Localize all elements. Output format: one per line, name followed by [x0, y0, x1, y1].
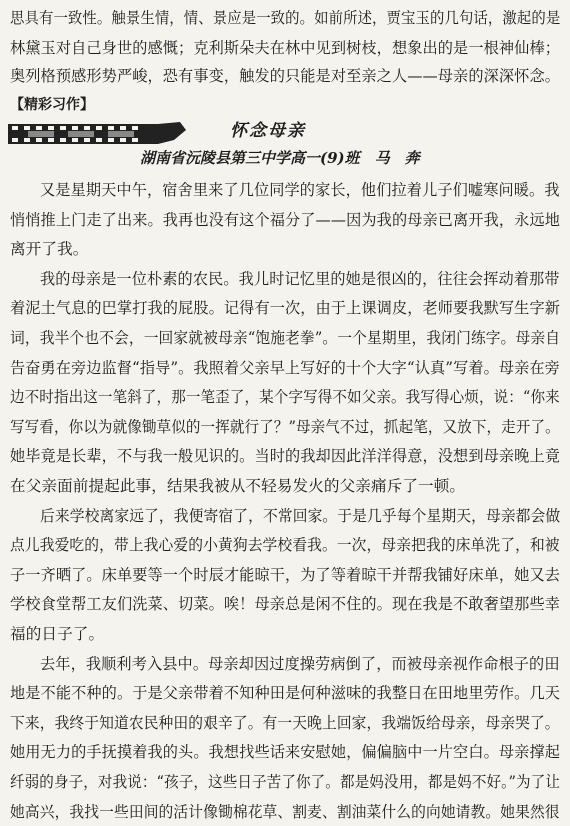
- paragraph-line: 去年，我顺利考入县中。母亲却因过度操劳病倒了，而被母亲视作命根子的田: [40, 655, 560, 673]
- paragraph-line: 地是不能不种的。于是父亲带着不知种田是何种滋味的我整日在田地里劳作。几天: [10, 684, 561, 702]
- paragraph-line: 写写看，你以为就像锄草似的一挥就行了？”母亲气不过，抓起笔，又放下，走开了。: [10, 418, 560, 436]
- section-label: 【精彩习作】: [10, 97, 94, 113]
- intro-line: 思具有一致性。触景生情，情、景应是一致的。如前所述，贾宝玉的几句话，激起的是: [10, 9, 561, 27]
- paragraph-line: 我的母亲是一位朴素的农民。我儿时记忆里的她是很凶的，往往会挥动着那带: [40, 270, 560, 288]
- film-strip-decoration: [8, 118, 188, 148]
- intro-line: 奥列格预感形势严峻，恐有事变，触发的只能是对至亲之人——母亲的深深怀念。: [10, 67, 561, 85]
- paragraph-line: 下来，我终于知道农民种田的艰辛了。有一天晚上回家，我端饭给母亲，母亲哭了。: [10, 714, 560, 732]
- intro-line: 林黛玉对自己身世的感慨；克利斯朵夫在林中见到树枝，想象出的是一根神仙棒；: [10, 39, 561, 57]
- paragraph-line: 她毕竟是长辈，不与我一般见识的。当时的我却因此洋洋得意，没想到母亲晚上竟: [10, 447, 561, 465]
- paragraph-line: 福的日子了。: [10, 625, 105, 643]
- paragraph-line: 离开了我。: [10, 240, 89, 258]
- paragraph-line: 告奋勇在旁边监督“指导”。我照着父亲早上写好的十个大字“认真”写着。母亲在旁: [10, 359, 560, 377]
- paragraph-line: 后来学校离家远了，我便寄宿了，不常回家。于是几乎每个星期天，母亲都会做: [40, 507, 561, 525]
- essay-title: 怀念母亲: [230, 121, 306, 141]
- paragraph-line: 边不时指出这一笔斜了，那一笔歪了，某个字写得不如父亲。我写得心烦，说：“你来: [10, 388, 560, 406]
- paragraph-line: 点儿我爱吃的，带上我心爱的小黄狗去学校看我。一次，母亲把我的床单洗了，和被: [10, 536, 560, 554]
- paragraph-line: 悄悄推上门走了出来。我再也没有这个福分了——因为我的母亲已离开我，永远地: [10, 211, 561, 229]
- paragraph-line: 又是星期天中午，宿舍里来了几位同学的家长，他们拉着儿子们嘘寒问暖。我: [40, 181, 560, 199]
- essay-byline: 湖南省沅陵县第三中学高一(9)班 马 奔: [140, 149, 420, 167]
- paragraph-line: 子一齐晒了。床单要等一个时辰才能晾干，为了等着晾干并帮我铺好床单，她又去: [10, 566, 561, 584]
- paragraph-line: 她用无力的手抚摸着我的头。我想找些话来安慰她，偏偏脑中一片空白。母亲撑起: [10, 743, 561, 761]
- paragraph-line: 纤弱的身子，对我说：“孩子，这些日子苦了你了。都是妈没用，都是妈不好。”为了让: [10, 773, 561, 791]
- paragraph-line: 词，我半个也不会，一回家就被母亲“饱施老拳”。一个星期里，我闭门练字。母亲自: [10, 329, 561, 347]
- paragraph-line: 学校食堂帮工友们洗菜、切菜。唉！母亲总是闲不住的。现在我是不敢奢望那些幸: [10, 595, 561, 613]
- paragraph-line: 在父亲面前提起此事，结果我被从不轻易发火的父亲痛斥了一顿。: [10, 477, 466, 495]
- paragraph-line: 着泥土气息的巴掌打我的屁股。记得有一次，由于上课调皮，老师要我默写生字新: [10, 299, 561, 317]
- paragraph-line: 她高兴，我找一些田间的活计像锄棉花草、割麦、割油菜什么的向她请教。她果然很: [10, 803, 560, 821]
